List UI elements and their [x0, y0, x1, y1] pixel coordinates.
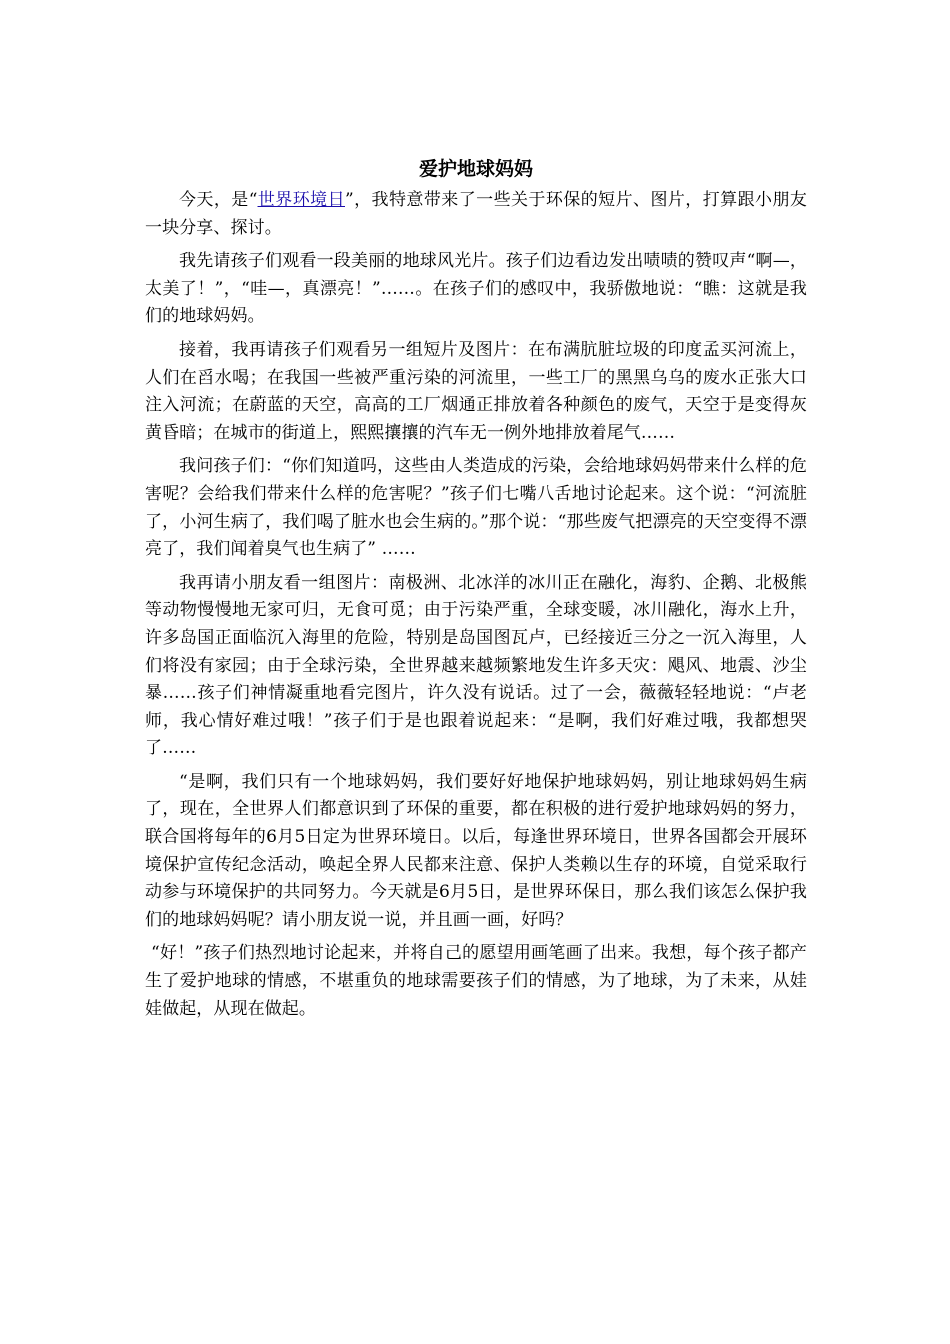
- paragraph-2: 我先请孩子们观看一段美丽的地球风光片。孩子们边看边发出啧啧的赞叹声“啊—，太美了！”，“哇—，真漂亮！”……。在孩子们的感叹中，我骄傲地说：“瞧：这就是我们的地球妈妈。: [145, 251, 807, 327]
- paragraph-1-before: 今天，是“: [179, 190, 258, 210]
- paragraph-1-after: ”，我特意带来了一些关于环保的短片、图片，打算跟小朋友一块分享、探讨。: [145, 190, 807, 238]
- paragraph-3: 接着，我再请孩子们观看另一组短片及图片：在布满肮脏垃圾的印度孟买河流上，人们在舀水喝；在我国一些被严重污染的河流里，一些工厂的黑黑乌乌的废水正张大口注入河流；在蔚蓝的天空，高高的工厂烟通正排放着各种颜色的废气，天空于是变得灰黄昏暗；在城市的街道上，熙熙攘攘的汽车无一例外地排放着尾气……: [145, 339, 807, 443]
- world-environment-day-link[interactable]: 世界环境日: [257, 190, 345, 210]
- paragraph-6: “是啊，我们只有一个地球妈妈，我们要好好地保护地球妈妈，别让地球妈妈生病了，现在，全世界人们都意识到了环保的重要，都在积极的进行爱护地球妈妈的努力，联合国将每年的6月5日定为世界环境日。以后，每逢世界环境日，世界各国都会开展环境保护宣传纪念活动，唤起全界人民都来注意、保护人类赖以生存的环境，自觉采取行动参与环境保护的共同努力。今天就是6月5日，是世界环保日，那么我们该怎么保护我们的地球妈妈呢？请小朋友说一说，并且画一画，好吗？: [145, 771, 807, 930]
- paragraph-4: 我问孩子们：“你们知道吗，这些由人类造成的污染，会给地球妈妈带来什么样的危害呢？会给我们带来什么样的危害呢？”孩子们七嘴八舌地讨论起来。这个说：“河流脏了，小河生病了，我们喝了脏水也会生病的。”那个说：“那些废气把漂亮的天空变得不漂亮了，我们闻着臭气也生病了” ……: [145, 456, 807, 560]
- paragraph-7: “好！”孩子们热烈地讨论起来，并将自己的愿望用画笔画了出来。我想，每个孩子都产生了爱护地球的情感，不堪重负的地球需要孩子们的情感，为了地球，为了未来，从娃娃做起，从现在做起。: [145, 943, 807, 1019]
- paragraph-1: [145, 187, 807, 242]
- document-page: [145, 152, 807, 1029]
- document-title: 爱护地球妈妈: [418, 158, 533, 180]
- paragraph-5: 我再请小朋友看一组图片：南极洲、北冰洋的冰川正在融化，海豹、企鹅、北极熊等动物慢慢地无家可归，无食可觅；由于污染严重，全球变暖，冰川融化，海水上升，许多岛国正面临沉入海里的危险，特别是岛国图瓦卢，已经接近三分之一沉入海里，人们将没有家园；由于全球污染，全世界越来越频繁地发生许多天灾：飓风、地震、沙尘暴……孩子们神情凝重地看完图片，许久没有说话。过了一会，薇薇轻轻地说：“卢老师，我心情好难过哦！”孩子们于是也跟着说起来：“是啊，我们好难过哦，我都想哭了……: [145, 572, 807, 759]
